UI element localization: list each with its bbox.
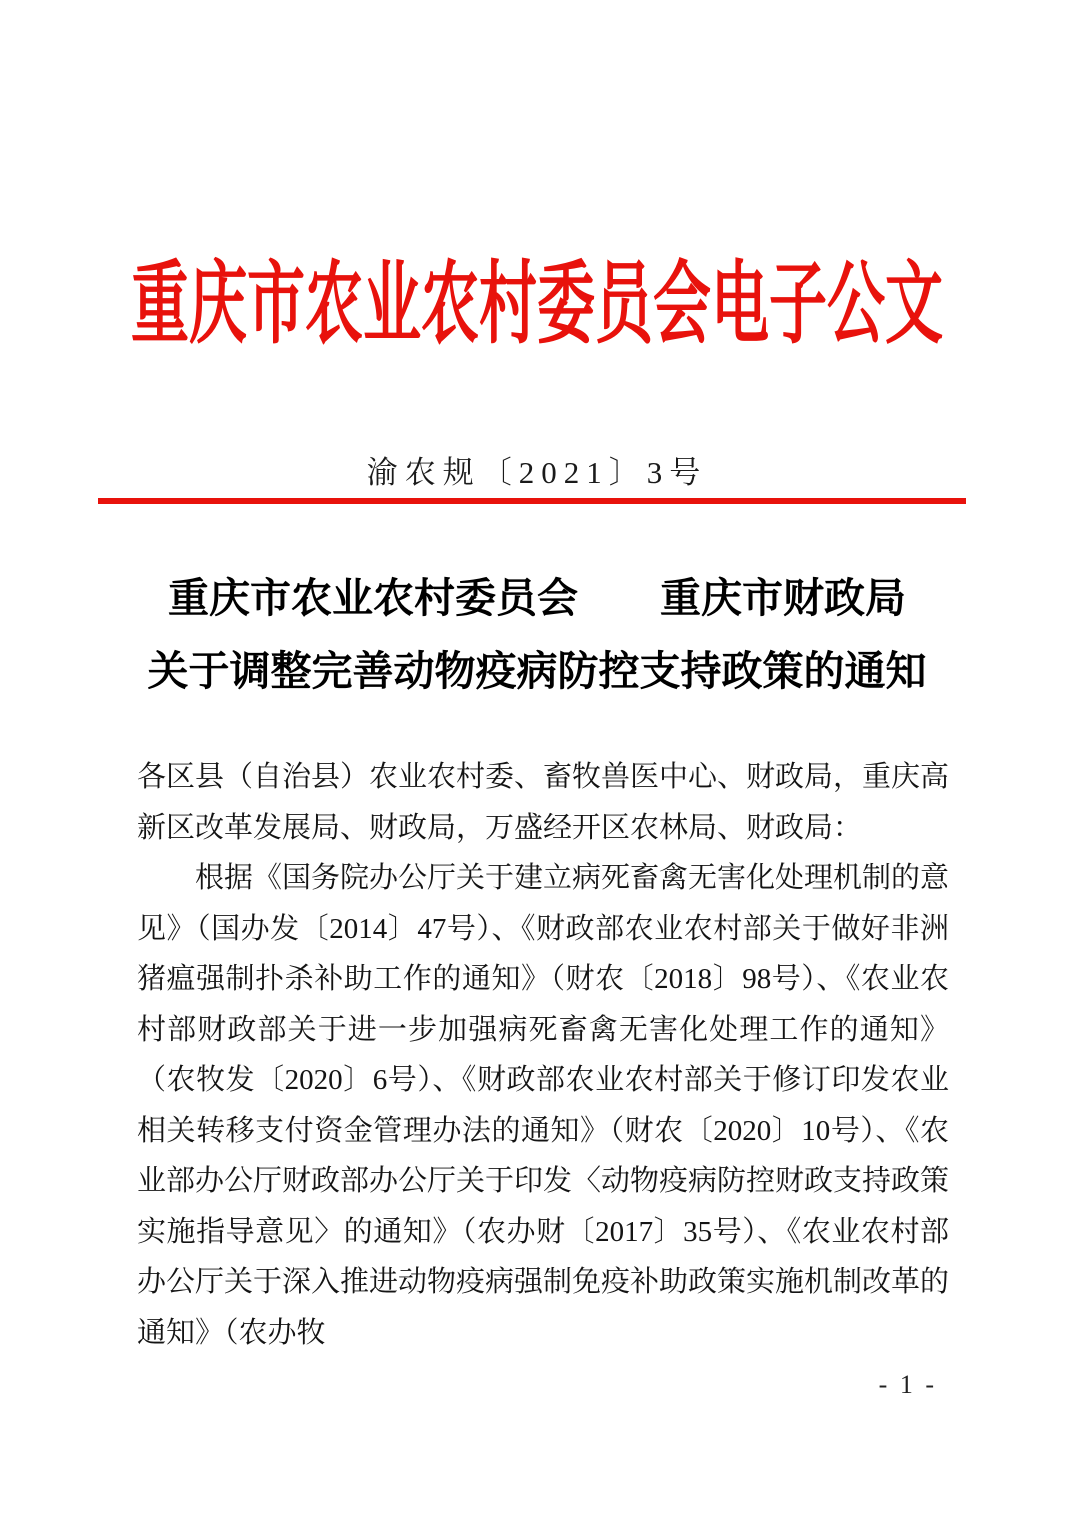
red-banner-title: 重庆市农业农村委员会电子公文 [130,253,943,355]
salutation-paragraph: 各区县（自治县）农业农村委、畜牧兽医中心、财政局，重庆高新区改革发展局、财政局，万盛经开区农林局、财政局： [137,761,950,844]
document-title [0,562,1074,708]
main-paragraph: 根据《国务院办公厅关于建立病死畜禽无害化处理机制的意见》（国办发〔2014〕47号）、《财政部农业农村部关于做好非洲猪瘟强制扑杀补助工作的通知》（财农〔2018〕98号）、《农业农村部财政部关于进一步加强病死畜禽无害化处理工作的通知》（农牧发〔2020〕6号）、《财政部农业农村部关于修订印发农业相关转移支付资金管理办法的通知》（财农〔2020〕10号）、《农业部办公厅财政部办公厅关于印发〈动物疫病防控财政支持政策实施指导意见〉的通知》（农办财〔2017〕35号）、《农业农村部办公厅关于深入推进动物疫病强制免疫补助政策实施机制改革的通知》（农办牧 [137,862,950,1349]
red-divider-line [98,498,966,504]
document-title-line1: 重庆市农业农村委员会 重庆市财政局 [168,575,906,621]
document-title-line2: 关于调整完善动物疫病防控支持政策的通知 [147,648,927,694]
document-body [137,752,949,1358]
document-number: 渝农规〔2021〕3号 [366,455,708,490]
page-number: - 1 - [878,1370,937,1399]
